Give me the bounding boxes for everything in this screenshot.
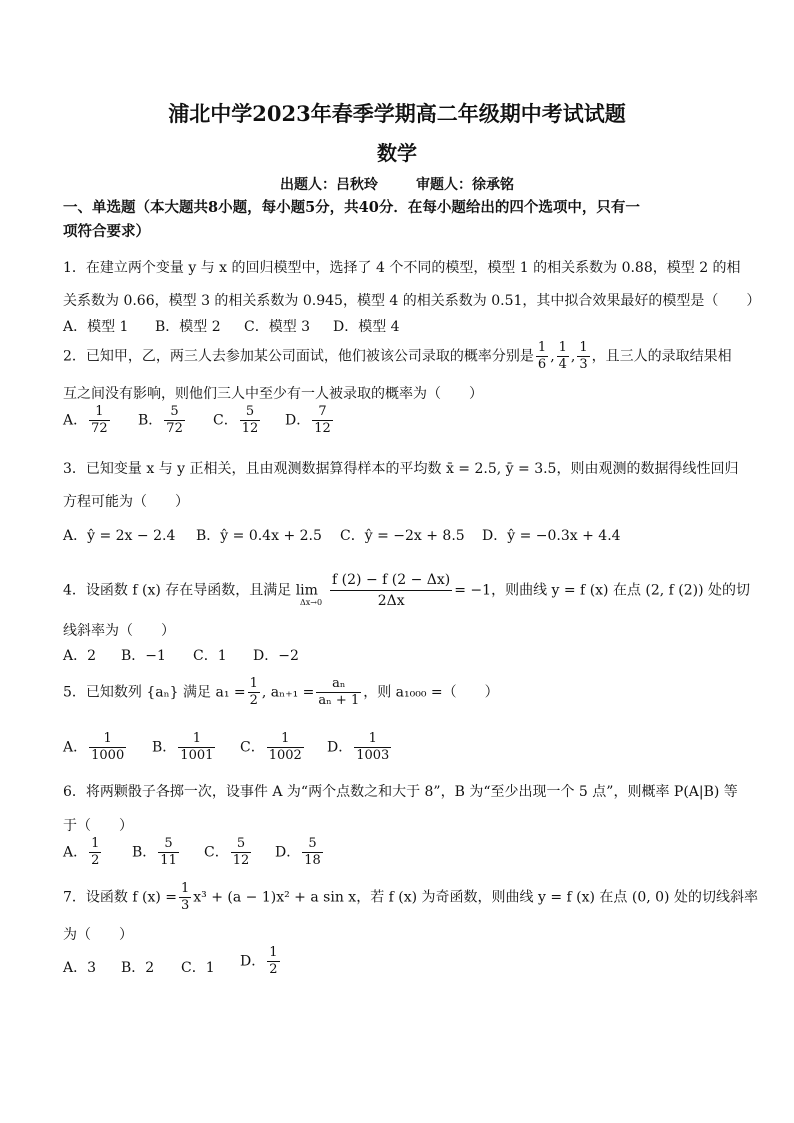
q5-option-b: B． $\frac{1}{1001}$ [152,731,214,763]
q7-option-b: B．2 [121,960,155,976]
author: 出题人：吕秋玲 [280,177,378,193]
q6-option-d: D． $\frac{5}{18}$ [275,836,321,868]
q2-line-2: 互之间没有影响，则他们三人中至少有一人被录取的概率为（ ） [63,386,483,402]
q6-option-b: B． $\frac{5}{11}$ [132,836,177,868]
q2-frac-1: $\frac{1}{6}$ [537,340,547,372]
subject-title: 数学 [377,141,417,165]
q7-line-2: 为（ ） [63,927,133,943]
q3-line-1: 3．已知变量 x 与 y 正相关，且由观测数据算得样本的平均数 x̄ = 2.5, ȳ = 3.5，则由观测的数据得线性回归 [63,461,739,477]
q7-coef: $\frac{1}{3}$ [181,881,190,913]
reviewer: 审题人：徐承铭 [416,177,514,193]
q2-frac-3: $\frac{1}{3}$ [579,340,588,372]
q3-option-c: C．ŷ = −2x + 8.5 [340,528,465,544]
exam-title: 浦北中学2023年春季学期高二年级期中考试试题 [168,101,626,126]
q1-line-2: 关系数为 0.66，模型 3 的相关系数为 0.945，模型 4 的相关系数为 0.51，其中拟合效果最好的模型是（ ） [63,293,761,309]
q1-option-b: B．模型 2 [155,319,221,335]
q6-option-c: C． $\frac{5}{12}$ [204,836,250,868]
q2-option-d: D． $\frac{7}{12}$ [285,404,331,436]
q4-option-b: B．−1 [121,648,166,664]
q4-stem: 4．设函数 f (x) 存在导函数，且满足 lim [63,582,318,599]
q7-option-d: D． $\frac{1}{2}$ [240,945,278,977]
q2-frac-2: $\frac{1}{4}$ [558,340,567,372]
q2-line-1: 2．已知甲，乙，两三人去参加某公司面试，他们被该公司录取的概率分别是 $\frac{1}{6}$ , $\frac{1}{4}$ , $\frac{1}{3}$ ，且三人的录取结果相 [63,340,732,372]
q4-option-a: A．2 [63,648,97,664]
q5-a1: $\frac{1}{2}$ [249,676,258,708]
q6-line-1: 6．将两颗骰子各掷一次，设事件 A 为“两个点数之和大于 8”，B 为“至少出现一个 5 点”，则概率 P(A|B) 等 [63,784,738,800]
q5-stem: 5．已知数列 {aₙ} 满足 a₁ = [63,684,246,701]
q4-line-2: 线斜率为（ ） [63,623,175,639]
q5-option-c: C． $\frac{1}{1002}$ [240,731,302,763]
q1-option-d: D．模型 4 [333,319,400,335]
q7-option-a: A．3 [63,960,97,976]
q6-option-a: A． $\frac{1}{2}$ [63,836,100,868]
q2-option-c: C． $\frac{5}{12}$ [213,404,259,436]
q5-mid: , aₙ₊₁ = [261,684,315,701]
q3-option-b: B．ŷ = 0.4x + 2.5 [196,528,322,544]
q5-option-d: D． $\frac{1}{1003}$ [327,731,390,763]
q4-limit-sub: Δx→0 [299,597,323,607]
q2-stem: 2．已知甲，乙，两三人去参加某公司面试，他们被该公司录取的概率分别是 [63,348,534,365]
q6-line-2: 于（ ） [63,818,133,834]
q5-stem-end: ，则 a₁₀₀₀ =（ ） [363,684,499,701]
q7-option-c: C．1 [181,960,215,976]
q7-line-1 [63,881,758,914]
q5-recurrence: $\frac{\text{aₙ}}{\text{aₙ + 1}}$ [318,676,360,708]
q3-option-a: A．ŷ = 2x − 2.4 [63,528,176,544]
q2-stem-end: ，且三人的录取结果相 [591,348,732,365]
section-line-2: 项符合要求） [63,223,150,240]
q7-stem: 7．设函数 f (x) = [63,889,177,906]
q3-line-2: 方程可能为（ ） [63,494,189,510]
q4-option-d: D．−2 [253,648,299,664]
q2-option-a: A． $\frac{1}{72}$ [63,404,108,436]
q4-line-1 [63,570,750,611]
authors-line [0,174,794,194]
q3-option-d: D．ŷ = −0.3x + 4.4 [482,528,621,544]
q4-fraction: $\frac{f (2) - f (2 - \Delta x)}{2\Delta x}$ [332,572,451,609]
q1-option-a: A．模型 1 [63,319,129,335]
q4-stem-end: = −1，则曲线 y = f (x) 在点 (2, f (2)) 处的切 [454,582,751,599]
q2-option-b: B． $\frac{5}{72}$ [138,404,183,436]
q1-line-1: 1．在建立两个变量 y 与 x 的回归模型中，选择了 4 个不同的模型，模型 1 的相关系数为 0.88，模型 2 的相 [63,260,741,276]
q1-option-c: C．模型 3 [244,319,311,335]
q5-line-1 [63,676,499,709]
q4-option-c: C．1 [193,648,227,664]
q7-stem-end: x³ + (a − 1)x² + a sin x，若 f (x) 为奇函数，则曲线 y = f (x) 在点 (0, 0) 处的切线斜率 [193,889,758,906]
q5-option-a: A． $\frac{1}{1000}$ [63,731,125,763]
section-line-1: 一、单选题（本大题共8小题，每小题5分，共40分．在每小题给出的四个选项中，只有一 [63,199,640,216]
section-heading [63,196,733,244]
